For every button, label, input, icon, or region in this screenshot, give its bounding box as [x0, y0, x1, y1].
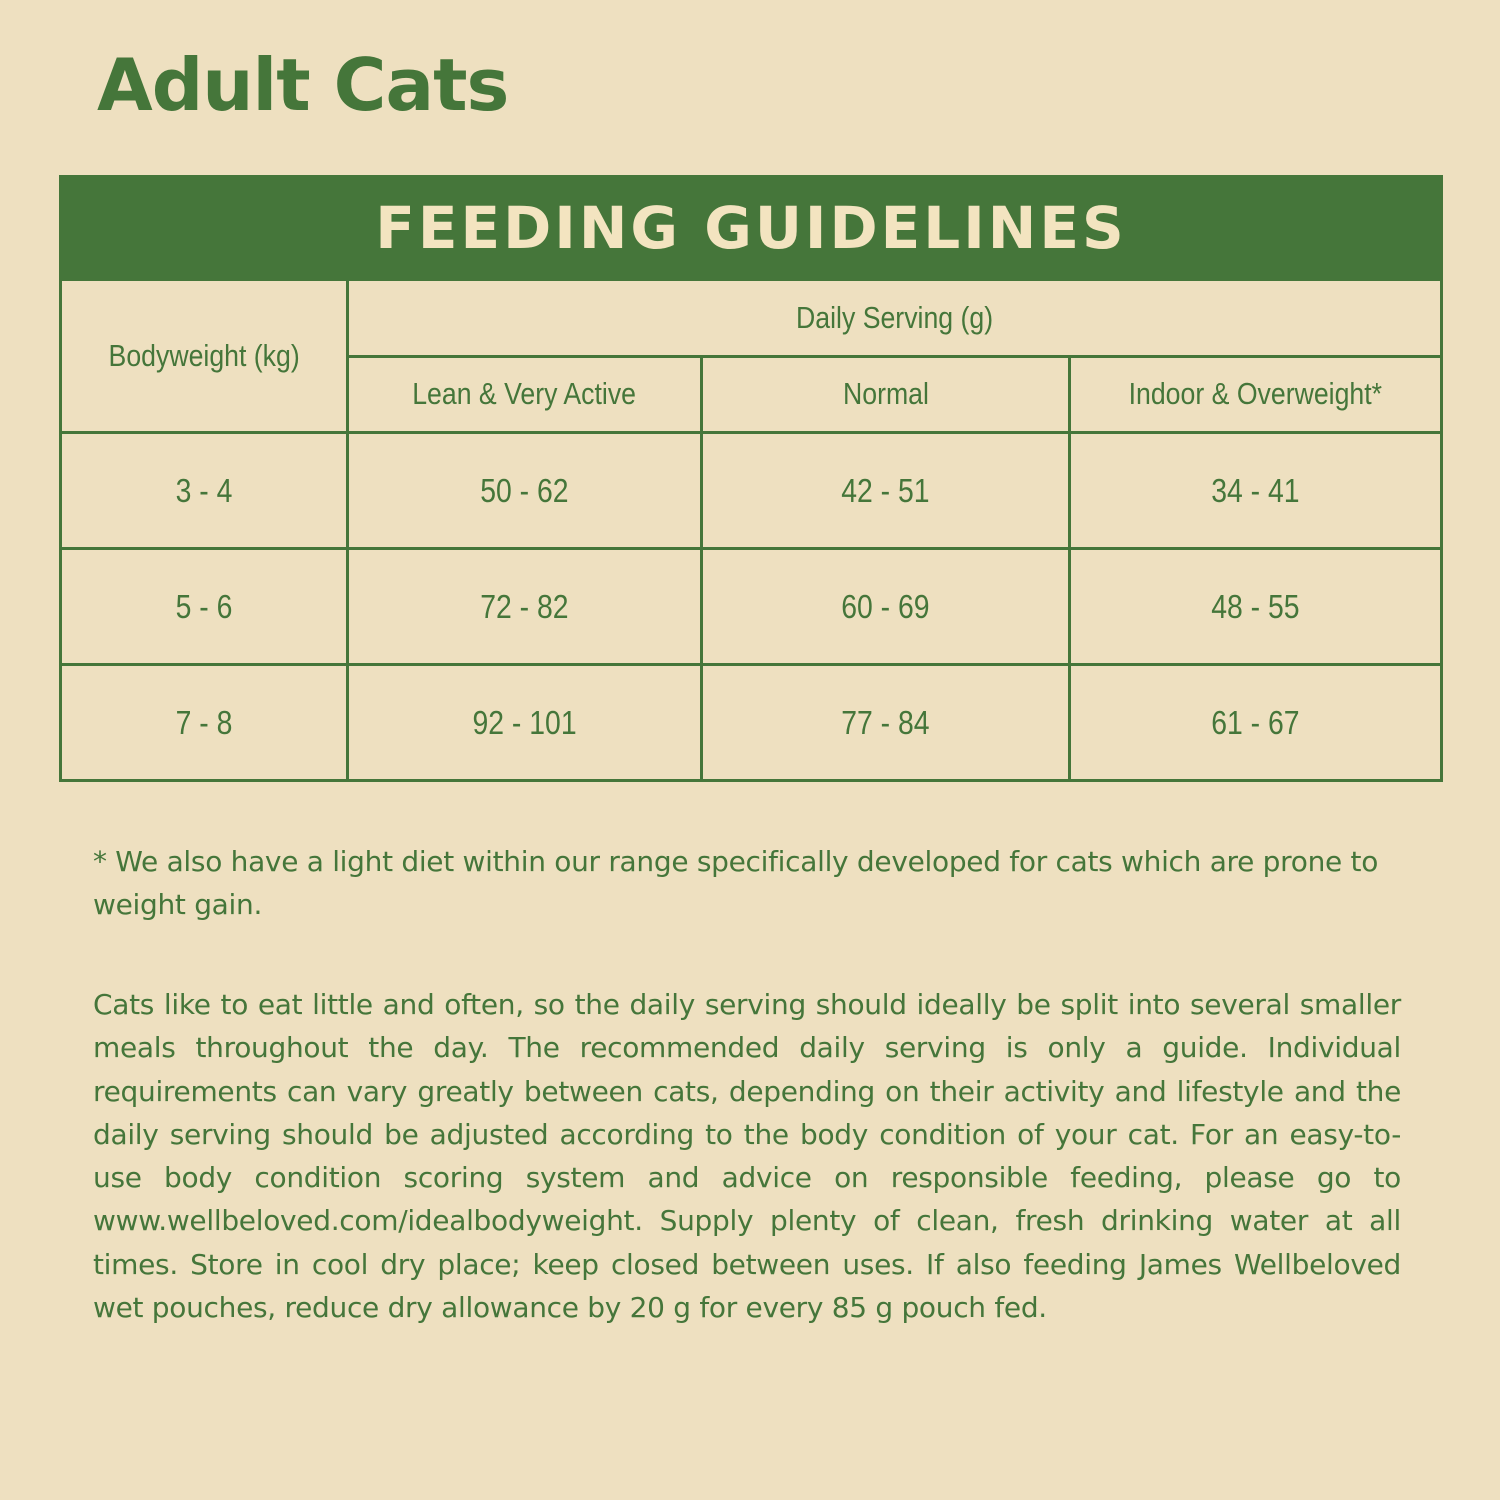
normal-value: 77 - 84 [841, 703, 930, 741]
table-row [61, 665, 1442, 781]
table-banner-title: FEEDING GUIDELINES [375, 194, 1127, 262]
indoor-cell [1070, 549, 1442, 665]
bodyweight-cell [61, 665, 348, 781]
table-banner [61, 177, 1442, 280]
lean-value: 50 - 62 [480, 471, 569, 509]
bodyweight-value: 7 - 8 [175, 703, 233, 741]
normal-value: 60 - 69 [841, 587, 930, 625]
indoor-value: 34 - 41 [1211, 471, 1300, 509]
daily-serving-header: Daily Serving (g) [795, 299, 994, 335]
bodyweight-header-cell [61, 280, 348, 433]
bodyweight-cell [61, 549, 348, 665]
daily-serving-header-cell [348, 280, 1442, 357]
bodyweight-header: Bodyweight (kg) [108, 338, 300, 373]
column-header-indoor [1070, 356, 1442, 433]
indoor-cell [1070, 665, 1442, 781]
table-row [61, 433, 1442, 549]
bodyweight-cell [61, 433, 348, 549]
column-header-indoor-label: Indoor & Overweight* [1128, 376, 1383, 412]
normal-cell [702, 665, 1070, 781]
bodyweight-value: 3 - 4 [175, 471, 233, 509]
lean-cell [348, 549, 702, 665]
column-header-lean [348, 356, 702, 433]
lean-cell [348, 665, 702, 781]
table-header-row-1 [61, 280, 1442, 357]
lean-cell [348, 433, 702, 549]
indoor-cell [1070, 433, 1442, 549]
feeding-advice-paragraph: Cats like to eat little and often, so the daily serving should ideally be split into several smaller meals throughout the day. The recommended daily serving is only a guide. Individual requirements can vary greatly between cats, depending on their activity and lifestyle and the daily serving should be adjusted according to the body condition of your cat. For an easy-to-use body condition scoring system and advice on responsible feeding, please go to www.wellbeloved.com/idealbodyweight. Supply plenty of clean, fresh drinking water at all times. Store in cool dry place; keep closed between uses. If also feeding James Wellbeloved wet pouches, reduce dry allowance by 20 g for every 85 g pouch fed. [93, 988, 1401, 1325]
table-row [61, 549, 1442, 665]
normal-cell [702, 549, 1070, 665]
lean-value: 92 - 101 [472, 703, 577, 741]
page-title: Adult Cats [97, 43, 509, 127]
indoor-value: 61 - 67 [1211, 703, 1300, 741]
column-header-lean-label: Lean & Very Active [412, 376, 637, 412]
column-header-normal-label: Normal [842, 376, 929, 412]
feeding-guidelines-table [59, 175, 1443, 782]
indoor-value: 48 - 55 [1211, 587, 1300, 625]
normal-cell [702, 433, 1070, 549]
table-banner-row [61, 177, 1442, 280]
footnote: * We also have a light diet within our range specifically developed for cats which are prone to weight gain. [93, 845, 1379, 921]
lean-value: 72 - 82 [480, 587, 569, 625]
column-header-normal [702, 356, 1070, 433]
bodyweight-value: 5 - 6 [175, 587, 233, 625]
normal-value: 42 - 51 [841, 471, 930, 509]
